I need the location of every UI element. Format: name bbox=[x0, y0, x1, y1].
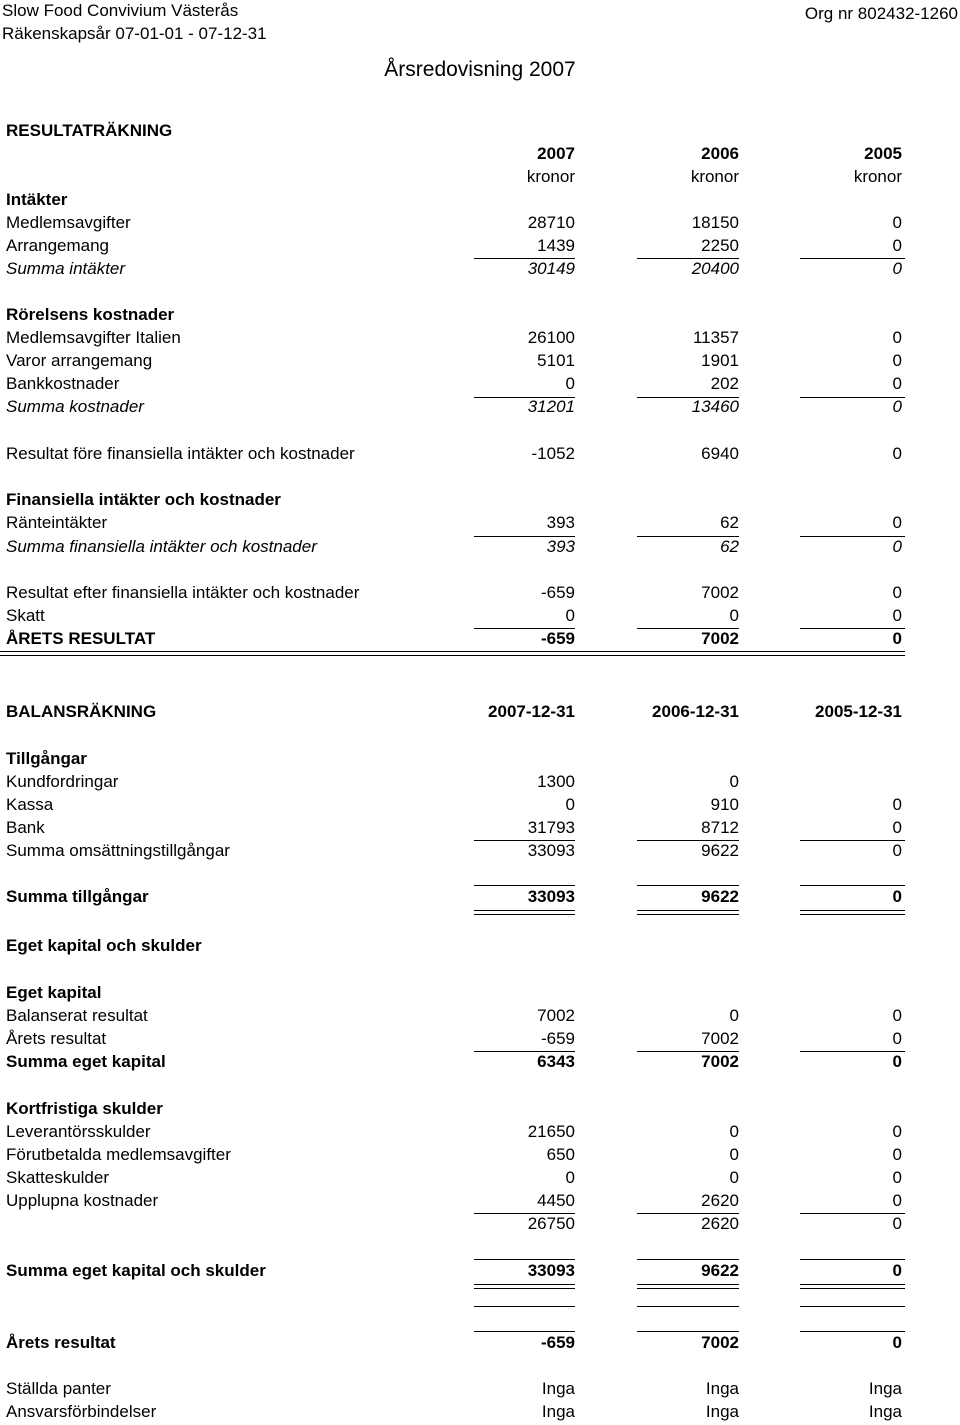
double-underline-top bbox=[637, 910, 739, 911]
row-value-col-3: 0 bbox=[892, 606, 902, 625]
balance-row-subtotal-16 bbox=[0, 1214, 960, 1237]
row-label: Medlemsavgifter Italien bbox=[6, 328, 181, 347]
row-label: Skatteskulder bbox=[6, 1168, 109, 1187]
row-value-col-1: 26750 bbox=[527, 1214, 575, 1233]
row-value-col-1: 0 bbox=[565, 606, 575, 625]
row-value-col-1: Inga bbox=[541, 1402, 575, 1421]
balance-row-eget-kapital-och-skulder-6 bbox=[0, 936, 960, 959]
balance-row-ansvarsforbindelser-20 bbox=[0, 1402, 960, 1425]
row-label: Summa omsättningstillgångar bbox=[6, 841, 230, 860]
row-value-col-3: 0 bbox=[892, 795, 902, 814]
row-value-col-2: 2250 bbox=[701, 236, 739, 255]
income-row-rorelsens-kostnader-4 bbox=[0, 305, 960, 328]
row-value-col-1: 33093 bbox=[527, 841, 575, 860]
row-value-col-2: Inga bbox=[705, 1379, 739, 1398]
underline bbox=[474, 397, 575, 398]
row-value-col-2: 62 bbox=[720, 537, 739, 556]
row-label: Resultat före finansiella intäkter och kostnader bbox=[6, 444, 355, 463]
underline bbox=[474, 258, 575, 259]
row-value-col-2: 13460 bbox=[691, 397, 739, 416]
underline bbox=[800, 258, 905, 259]
overline bbox=[637, 1259, 739, 1260]
row-value-col-1: 0 bbox=[565, 1168, 575, 1187]
row-value-col-2: 7002 bbox=[701, 1333, 739, 1352]
double-underline-top bbox=[474, 1284, 575, 1285]
date-col-1: 2007-12-31 bbox=[488, 702, 575, 721]
balance-row-leverantorsskulder-12 bbox=[0, 1122, 960, 1145]
row-value-col-1: -659 bbox=[540, 629, 575, 648]
row-value-col-1: -659 bbox=[540, 583, 575, 602]
balance-row-arets-resultat-18 bbox=[0, 1333, 960, 1356]
overline bbox=[474, 1331, 575, 1332]
row-value-col-1: 0 bbox=[565, 795, 575, 814]
row-value-col-3: 0 bbox=[892, 1052, 902, 1071]
balance-row-summa-tillgangar-5 bbox=[0, 887, 960, 910]
row-value-col-2: 7002 bbox=[701, 1052, 739, 1071]
row-value-col-2: 910 bbox=[710, 795, 739, 814]
balance-row-kassa-2 bbox=[0, 795, 960, 818]
row-value-col-1: 0 bbox=[565, 374, 575, 393]
row-label: Kundfordringar bbox=[6, 772, 119, 791]
row-value-col-3: 0 bbox=[892, 887, 902, 906]
org-name: Slow Food Convivium Västerås bbox=[2, 1, 239, 20]
row-value-col-3: 0 bbox=[892, 1029, 902, 1048]
balance-row-arets-resultat-9 bbox=[0, 1029, 960, 1052]
income-row-arrangemang-2 bbox=[0, 236, 960, 259]
income-row-ranteintakter-11 bbox=[0, 513, 960, 536]
row-value-col-3: 0 bbox=[892, 1191, 902, 1210]
underline bbox=[637, 628, 739, 629]
row-label: Förutbetalda medlemsavgifter bbox=[6, 1145, 231, 1164]
row-value-col-1: -659 bbox=[540, 1029, 575, 1048]
row-value-col-2: 2620 bbox=[701, 1191, 739, 1210]
row-value-col-3: 0 bbox=[892, 1006, 902, 1025]
overline bbox=[474, 1259, 575, 1260]
row-value-col-2: 1901 bbox=[701, 351, 739, 370]
year-2005: 2005 bbox=[864, 144, 902, 163]
date-col-2: 2006-12-31 bbox=[652, 702, 739, 721]
row-label: Summa intäkter bbox=[6, 259, 126, 278]
unit-col-2: kronor bbox=[690, 167, 739, 186]
income-row-bankkostnader-7 bbox=[0, 374, 960, 397]
row-value-col-2: 2620 bbox=[701, 1214, 739, 1233]
row-value-col-2: 0 bbox=[729, 1122, 739, 1141]
income-row-resultat-fore-finansiella-intakter-och-kostnader-9 bbox=[0, 444, 960, 467]
underline bbox=[474, 536, 575, 537]
overline bbox=[637, 1331, 739, 1332]
row-value-col-2: 0 bbox=[729, 1168, 739, 1187]
row-value-col-2: 7002 bbox=[701, 629, 739, 648]
row-label: Tillgångar bbox=[6, 749, 87, 768]
row-value-col-2: 0 bbox=[729, 606, 739, 625]
income-row-skatt-14 bbox=[0, 606, 960, 629]
double-underline-top bbox=[800, 910, 905, 911]
row-value-col-1: Inga bbox=[541, 1379, 575, 1398]
row-value-col-3: 0 bbox=[892, 1214, 902, 1233]
row-label: Summa finansiella intäkter och kostnader bbox=[6, 537, 317, 556]
underline bbox=[637, 258, 739, 259]
row-label: Arrangemang bbox=[6, 236, 110, 255]
income-row-resultat-efter-finansiella-intakter-och-kostnader-13 bbox=[0, 583, 960, 606]
row-value-col-2: 11357 bbox=[692, 328, 739, 347]
income-year-header bbox=[0, 144, 960, 167]
double-rule bbox=[0, 651, 905, 656]
row-label: Ränteintäkter bbox=[6, 513, 108, 532]
row-value-col-1: 6343 bbox=[537, 1052, 575, 1071]
underline bbox=[800, 397, 905, 398]
row-value-col-1: 31201 bbox=[527, 397, 575, 416]
unit-col-1: kronor bbox=[526, 167, 575, 186]
row-label: Medlemsavgifter bbox=[6, 213, 131, 232]
row-value-col-3: 0 bbox=[892, 537, 902, 556]
row-label: Ansvarsförbindelser bbox=[6, 1402, 157, 1421]
row-value-col-3: Inga bbox=[868, 1402, 902, 1421]
overline bbox=[800, 1331, 905, 1332]
row-value-col-3: 0 bbox=[892, 397, 902, 416]
balance-row-kortfristiga-skulder-11 bbox=[0, 1099, 960, 1122]
row-value-col-2: 202 bbox=[710, 374, 739, 393]
balance-row-forutbetalda-medlemsavgifter-13 bbox=[0, 1145, 960, 1168]
row-value-col-1: -1052 bbox=[531, 444, 575, 463]
double-underline-bottom bbox=[637, 914, 739, 915]
row-label: Kassa bbox=[6, 795, 54, 814]
balance-row-skatteskulder-14 bbox=[0, 1168, 960, 1191]
underline bbox=[637, 840, 739, 841]
overline bbox=[800, 885, 905, 886]
row-value-col-3: Inga bbox=[868, 1379, 902, 1398]
row-value-col-1: 30149 bbox=[527, 259, 575, 278]
underline bbox=[474, 628, 575, 629]
date-col-3: 2005-12-31 bbox=[815, 702, 902, 721]
balance-row-tillgangar-0 bbox=[0, 749, 960, 772]
row-value-col-1: 5101 bbox=[537, 351, 575, 370]
balance-sheet-heading: BALANSRÄKNING bbox=[6, 702, 157, 721]
row-value-col-2: 9622 bbox=[701, 1261, 739, 1280]
income-row-arets-resultat-15 bbox=[0, 629, 960, 652]
balance-row-kundfordringar-1 bbox=[0, 772, 960, 795]
row-value-col-2: 9622 bbox=[701, 841, 739, 860]
row-label: Summa eget kapital och skulder bbox=[6, 1261, 266, 1280]
underline bbox=[637, 397, 739, 398]
balance-row-eget-kapital-7 bbox=[0, 983, 960, 1006]
fiscal-year: Räkenskapsår 07-01-01 - 07-12-31 bbox=[2, 24, 267, 43]
row-label: Rörelsens kostnader bbox=[6, 305, 175, 324]
row-value-col-1: 7002 bbox=[537, 1006, 575, 1025]
double-underline-bottom bbox=[800, 1288, 905, 1289]
row-value-col-3: 0 bbox=[892, 213, 902, 232]
double-underline-bottom bbox=[637, 1288, 739, 1289]
overline bbox=[474, 885, 575, 886]
income-unit-header bbox=[0, 167, 960, 190]
underline bbox=[637, 1213, 739, 1214]
double-underline-top bbox=[637, 1284, 739, 1285]
balance-row-summa-eget-kapital-10 bbox=[0, 1052, 960, 1075]
row-value-col-3: 0 bbox=[892, 513, 902, 532]
row-label: Summa eget kapital bbox=[6, 1052, 166, 1071]
unit-col-3: kronor bbox=[853, 167, 902, 186]
underline bbox=[474, 1213, 575, 1214]
row-value-col-3: 0 bbox=[892, 1122, 902, 1141]
row-value-col-3: 0 bbox=[892, 1333, 902, 1352]
income-row-finansiella-intakter-och-kostnader-10 bbox=[0, 490, 960, 513]
underline bbox=[800, 1051, 905, 1052]
income-row-medlemsavgifter-1 bbox=[0, 213, 960, 236]
row-value-col-3: 0 bbox=[892, 444, 902, 463]
row-label: Årets resultat bbox=[6, 1333, 116, 1352]
row-value-col-1: 1300 bbox=[537, 772, 575, 791]
row-value-col-2: 0 bbox=[729, 772, 739, 791]
income-row-varor-arrangemang-6 bbox=[0, 351, 960, 374]
row-label: Kortfristiga skulder bbox=[6, 1099, 163, 1118]
balance-row-summa-eget-kapital-och-skulder-17 bbox=[0, 1261, 960, 1284]
balance-row-upplupna-kostnader-15 bbox=[0, 1191, 960, 1214]
top-rule bbox=[637, 1306, 739, 1307]
row-value-col-2: 6940 bbox=[701, 444, 739, 463]
row-label: Eget kapital och skulder bbox=[6, 936, 202, 955]
row-label: Upplupna kostnader bbox=[6, 1191, 159, 1210]
balance-row-balanserat-resultat-8 bbox=[0, 1006, 960, 1029]
year-2006: 2006 bbox=[701, 144, 739, 163]
row-value-col-2: Inga bbox=[705, 1402, 739, 1421]
income-row-intakter-0 bbox=[0, 190, 960, 213]
balance-row-bank-3 bbox=[0, 818, 960, 841]
income-row-summa-kostnader-8 bbox=[0, 397, 960, 420]
row-value-col-3: 0 bbox=[892, 629, 902, 648]
row-value-col-2: 20400 bbox=[691, 259, 739, 278]
income-statement-heading: RESULTATRÄKNING bbox=[6, 121, 173, 140]
balance-row-stallda-panter-19 bbox=[0, 1379, 960, 1402]
row-value-col-1: 33093 bbox=[527, 1261, 575, 1280]
income-row-medlemsavgifter-italien-5 bbox=[0, 328, 960, 351]
double-underline-top bbox=[474, 910, 575, 911]
double-underline-bottom bbox=[474, 914, 575, 915]
row-value-col-3: 0 bbox=[892, 374, 902, 393]
row-value-col-3: 0 bbox=[892, 236, 902, 255]
row-value-col-1: 31793 bbox=[527, 818, 575, 837]
row-label: Leverantörsskulder bbox=[6, 1122, 151, 1141]
row-value-col-1: 26100 bbox=[527, 328, 575, 347]
balance-sheet-header bbox=[0, 702, 960, 725]
row-value-col-1: 4450 bbox=[537, 1191, 575, 1210]
underline bbox=[800, 1213, 905, 1214]
row-label: Eget kapital bbox=[6, 983, 102, 1002]
row-value-col-1: 21650 bbox=[527, 1122, 575, 1141]
underline bbox=[800, 628, 905, 629]
row-label: Bank bbox=[6, 818, 45, 837]
row-value-col-2: 0 bbox=[729, 1145, 739, 1164]
row-value-col-3: 0 bbox=[892, 1168, 902, 1187]
overline bbox=[637, 885, 739, 886]
row-label: Bankkostnader bbox=[6, 374, 120, 393]
row-value-col-1: 393 bbox=[546, 513, 575, 532]
row-value-col-1: -659 bbox=[540, 1333, 575, 1352]
row-label: Resultat efter finansiella intäkter och kostnader bbox=[6, 583, 360, 602]
row-value-col-3: 0 bbox=[892, 1261, 902, 1280]
row-value-col-2: 18150 bbox=[691, 213, 739, 232]
row-label: Ställda panter bbox=[6, 1379, 111, 1398]
row-value-col-2: 7002 bbox=[701, 583, 739, 602]
double-underline-bottom bbox=[474, 1288, 575, 1289]
row-value-col-2: 7002 bbox=[701, 1029, 739, 1048]
row-label: Skatt bbox=[6, 606, 45, 625]
row-label: ÅRETS RESULTAT bbox=[6, 629, 156, 648]
row-label: Summa tillgångar bbox=[6, 887, 149, 906]
underline bbox=[637, 536, 739, 537]
row-label: Årets resultat bbox=[6, 1029, 107, 1048]
row-value-col-2: 9622 bbox=[701, 887, 739, 906]
double-underline-top bbox=[800, 1284, 905, 1285]
row-value-col-2: 0 bbox=[729, 1006, 739, 1025]
row-value-col-1: 393 bbox=[546, 537, 575, 556]
year-2007: 2007 bbox=[537, 144, 575, 163]
top-rule bbox=[800, 1306, 905, 1307]
row-label: Balanserat resultat bbox=[6, 1006, 148, 1025]
underline bbox=[800, 536, 905, 537]
row-value-col-2: 62 bbox=[720, 513, 739, 532]
row-value-col-3: 0 bbox=[892, 351, 902, 370]
row-label: Finansiella intäkter och kostnader bbox=[6, 490, 281, 509]
row-value-col-2: 8712 bbox=[701, 818, 739, 837]
row-value-col-3: 0 bbox=[892, 583, 902, 602]
top-rule bbox=[474, 1306, 575, 1307]
overline bbox=[800, 1259, 905, 1260]
document-title: Årsredovisning 2007 bbox=[384, 58, 576, 81]
income-row-summa-intakter-3 bbox=[0, 259, 960, 282]
balance-row-summa-omsattningstillgangar-4 bbox=[0, 841, 960, 864]
underline bbox=[474, 840, 575, 841]
row-value-col-1: 28710 bbox=[527, 213, 575, 232]
row-value-col-1: 650 bbox=[546, 1145, 575, 1164]
underline bbox=[800, 840, 905, 841]
income-row-summa-finansiella-intakter-och-kostnader-12 bbox=[0, 537, 960, 560]
row-value-col-3: 0 bbox=[892, 818, 902, 837]
row-value-col-3: 0 bbox=[892, 259, 902, 278]
row-label: Summa kostnader bbox=[6, 397, 144, 416]
row-value-col-3: 0 bbox=[892, 1145, 902, 1164]
underline bbox=[637, 1051, 739, 1052]
row-value-col-1: 33093 bbox=[527, 887, 575, 906]
row-label: Varor arrangemang bbox=[6, 351, 153, 370]
underline bbox=[474, 1051, 575, 1052]
org-number: Org nr 802432-1260 bbox=[804, 4, 958, 23]
row-label: Intäkter bbox=[6, 190, 68, 209]
double-underline-bottom bbox=[800, 914, 905, 915]
row-value-col-1: 1439 bbox=[537, 236, 575, 255]
row-value-col-3: 0 bbox=[892, 328, 902, 347]
row-value-col-3: 0 bbox=[892, 841, 902, 860]
